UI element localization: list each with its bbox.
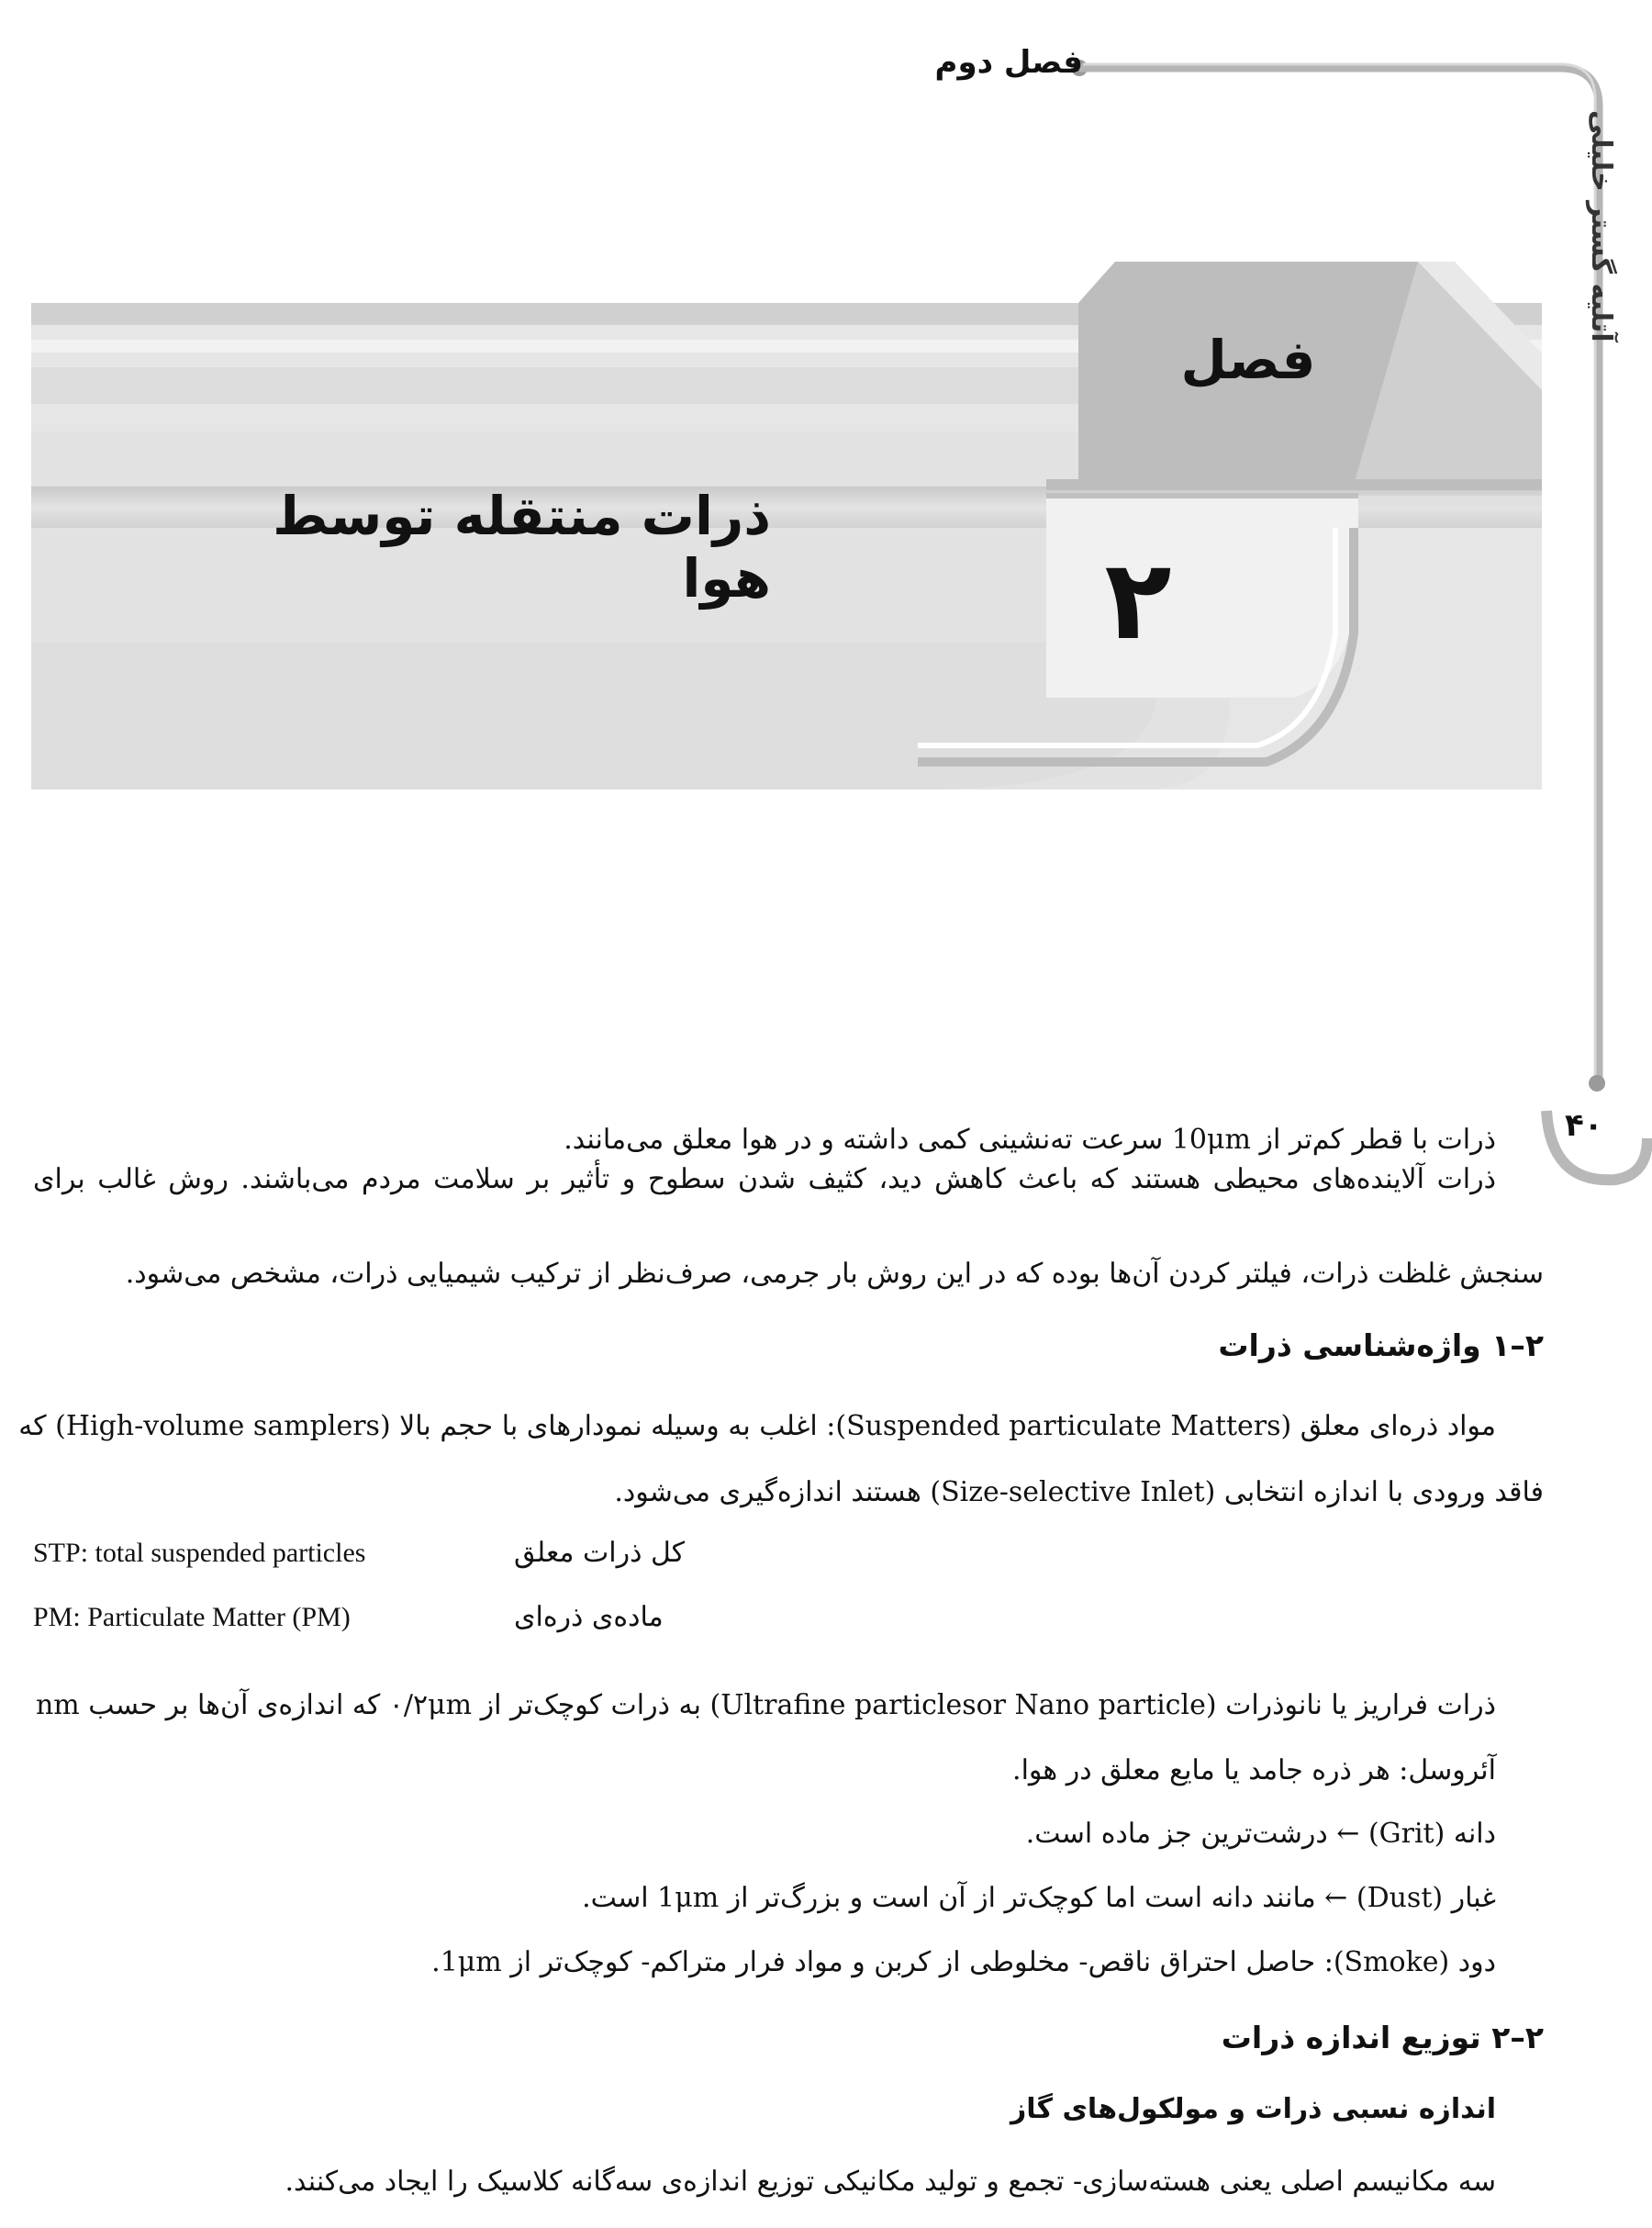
subheading-relative-size: اندازه نسبی ذرات و مولکول‌های گاز (1010, 2093, 1496, 2125)
definition-item: غبار (Dust) ← مانند دانه است اما کوچک‌تر از آن است و بزرگ‌تر از 1μm است. (582, 1882, 1496, 1914)
definition-item: دود (Smoke): حاصل احتراق ناقص- مخلوطی از کربن و مواد فرار متراکم- کوچک‌تر از 1μm. (431, 1946, 1496, 1978)
term-fa: ماده‌ی ذره‌ای (514, 1601, 664, 1633)
chapter-label: فصل (1180, 329, 1316, 391)
definition-item: ذرات فراریز یا نانوذرات (Ultrafine particlesor Nano particle) به ذرات کوچک‌تر از ۰/۲μm که اندازه‌ی آن‌ها بر حسب nm (35, 1689, 1496, 1721)
chapter-number: ۲ (1104, 537, 1172, 665)
definition-item: آئروسل: هر ذره جامد یا مایع معلق در هوا. (1012, 1754, 1496, 1786)
intro-paragraph-2-line-1: ذرات آلاینده‌های محیطی هستند که باعث کاهش دید، کثیف شدن سطوح و تأثیر بر سلامت مردم می‌باشند. روش غالب برای (33, 1163, 1496, 1195)
term-fa: کل ذرات معلق (514, 1537, 685, 1569)
page-number: ۴۰ (1565, 1107, 1603, 1144)
section-heading-terminology: ۲–۱ واژه‌شناسی ذرات (1218, 1327, 1544, 1363)
running-head: فصل دوم (934, 44, 1083, 81)
side-vertical-text: آتلیه گستر خلیلی (1585, 110, 1617, 342)
intro-paragraph-2-line-2: سنجش غلظت ذرات، فیلتر کردن آن‌ها بوده که در این روش بار جرمی، صرف‌نظر از ترکیب شیمیایی ذرات، مشخص می‌شود. (125, 1258, 1544, 1290)
section-heading-size-distribution: ۲–۲ توزیع اندازه ذرات (1221, 2020, 1544, 2055)
term-en: STP: total suspended particles (33, 1538, 366, 1568)
section1-paragraph-line-2: فاقد ورودی با اندازه انتخابی (Size-selective Inlet) هستند اندازه‌گیری می‌شود. (614, 1476, 1544, 1508)
chapter-title: ذرات منتقله توسط هوا (273, 485, 771, 610)
term-en: PM: Particulate Matter (PM) (33, 1602, 351, 1632)
section2-paragraph: سه مکانیسم اصلی یعنی هسته‌سازی- تجمع و تولید مکانیکی توزیع اندازه‌ی سه‌گانه کلاسیک را ایجاد می‌کنند. (285, 2166, 1496, 2198)
intro-paragraph-1: ذرات با قطر کم‌تر از 10μm سرعت ته‌نشینی کمی داشته و در هوا معلق می‌مانند. (564, 1124, 1496, 1156)
section1-paragraph-line-1: مواد ذره‌ای معلق (Suspended particulate Matters): اغلب به وسیله نمودارهای با حجم بالا (High-volume samplers) که (18, 1410, 1496, 1442)
definition-item: دانه (Grit) ← درشت‌ترین جز ماده است. (1025, 1818, 1496, 1850)
